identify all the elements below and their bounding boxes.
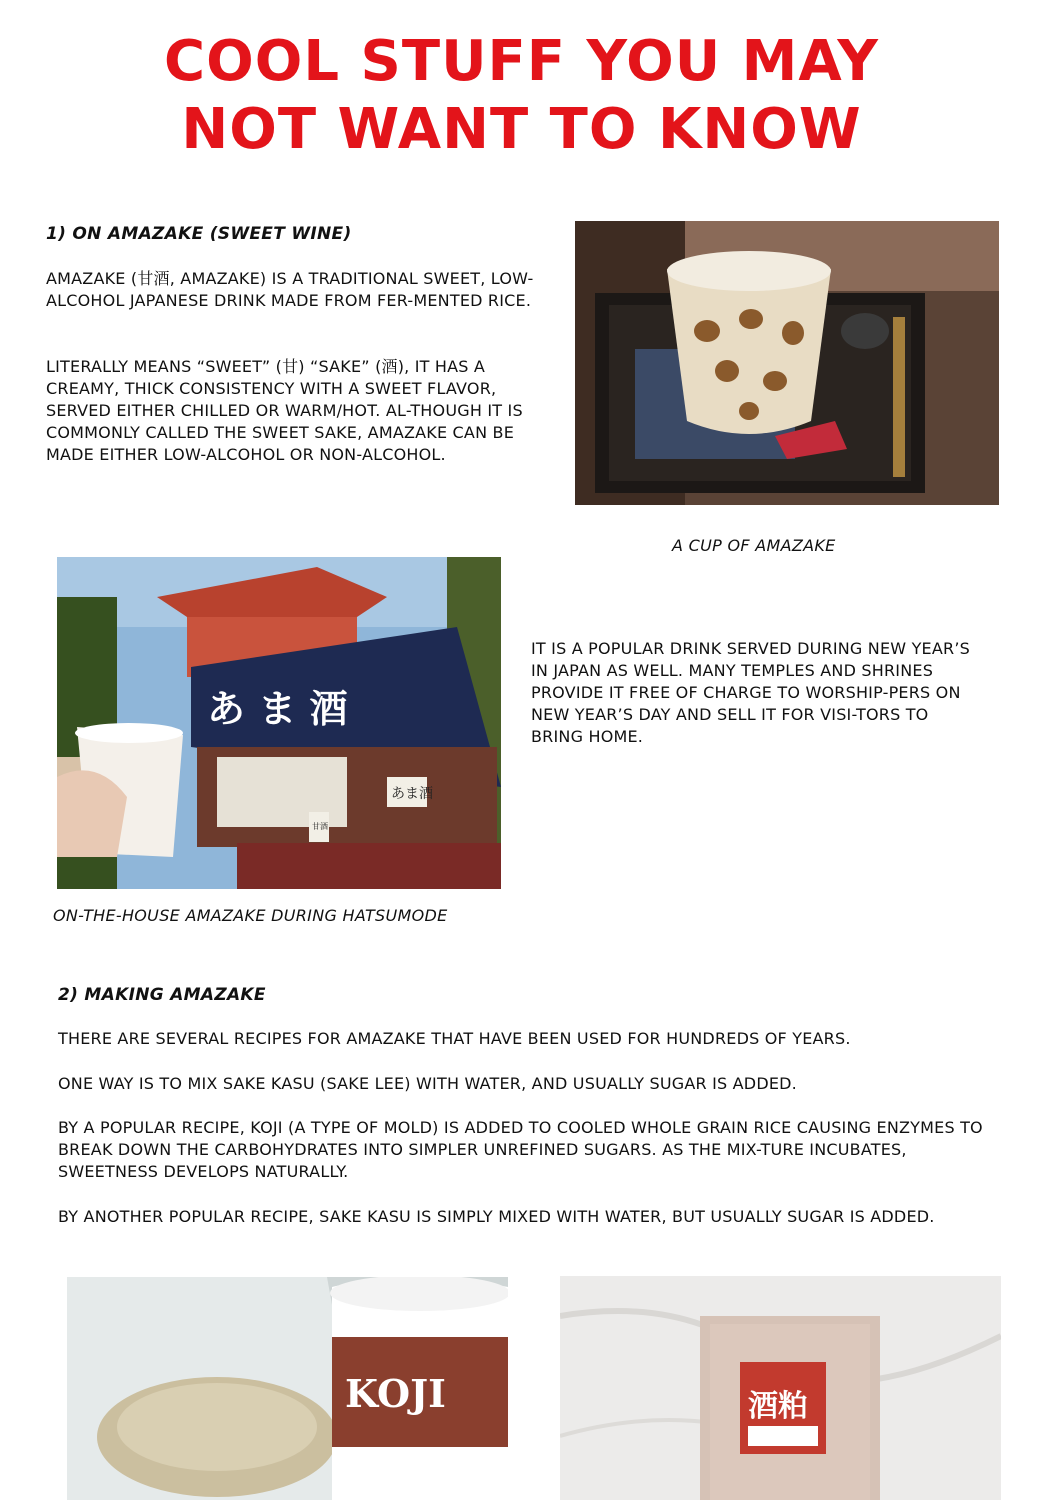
sake-kasu-photo bbox=[560, 1276, 1001, 1500]
section-heading-making: 2) MAKING AMAZAKE bbox=[58, 985, 266, 1005]
sake-kasu-label-text: 酒粕 bbox=[748, 1389, 808, 1424]
paragraph-recipes: THERE ARE SEVERAL RECIPES FOR AMAZAKE THAT HAVE BEEN USED FOR HUNDREDS OF YEARS. bbox=[58, 1029, 851, 1048]
paragraph-koji: BY A POPULAR RECIPE, KOJI (A TYPE OF MOLD) IS ADDED TO COOLED WHOLE GRAIN RICE CAUSING ENZYMES TO BREAK DOWN THE CARBOHYDRATES INTO SIMPLER UNREFINED SUGARS. AS THE MIX-TURE INCUBATES, SWEETNESS DEVELOPS NATURALLY. bbox=[58, 1118, 983, 1181]
caption-stall: ON-THE-HOUSE AMAZAKE DURING HATSUMODE bbox=[53, 906, 448, 925]
koji-photo bbox=[67, 1277, 508, 1500]
paragraph-intro: AMAZAKE (甘酒, AMAZAKE) IS A TRADITIONAL SWEET, LOW-ALCOHOL JAPANESE DRINK MADE FROM FER-MENTED RICE. bbox=[46, 269, 534, 310]
stall-box-text: あま酒 bbox=[391, 786, 433, 802]
page-title: COOL STUFF YOU MAY NOT WANT TO KNOW bbox=[164, 29, 879, 162]
stall-side-text: 甘酒 bbox=[312, 822, 328, 831]
section-heading-amazake: 1) ON AMAZAKE (SWEET WINE) bbox=[46, 224, 352, 244]
koji-label-text: KOJI bbox=[345, 1371, 446, 1416]
paragraph-meaning: LITERALLY MEANS “SWEET” (甘) “SAKE” (酒), IT HAS A CREAMY, THICK CONSISTENCY WITH A SWEET FLAVOR, SERVED EITHER CHILLED OR WARM/HOT. AL-THOUGH IT IS COMMONLY CALLED THE SWEET SAKE, AMAZAKE CAN BE MADE EITHER LOW-ALCOHOL OR NON-ALCOHOL. bbox=[46, 357, 523, 464]
amazake-cup-photo bbox=[575, 221, 999, 505]
stall-sign-text: あ ま 酒 bbox=[207, 687, 348, 731]
paragraph-new-year: IT IS A POPULAR DRINK SERVED DURING NEW YEAR’S IN JAPAN AS WELL. MANY TEMPLES AND SHRINES PROVIDE IT FREE OF CHARGE TO WORSHIP-PERS ON NEW YEAR’S DAY AND SELL IT FOR VISI-TORS TO BRING HOME. bbox=[531, 639, 970, 746]
paragraph-sake-kasu: ONE WAY IS TO MIX SAKE KASU (SAKE LEE) WITH WATER, AND USUALLY SUGAR IS ADDED. bbox=[58, 1074, 797, 1093]
amazake-stall-photo bbox=[57, 557, 501, 889]
caption-cup: A CUP OF AMAZAKE bbox=[672, 536, 836, 555]
paragraph-another-recipe: BY ANOTHER POPULAR RECIPE, SAKE KASU IS SIMPLY MIXED WITH WATER, BUT USUALLY SUGAR IS ADDED. bbox=[58, 1207, 935, 1226]
